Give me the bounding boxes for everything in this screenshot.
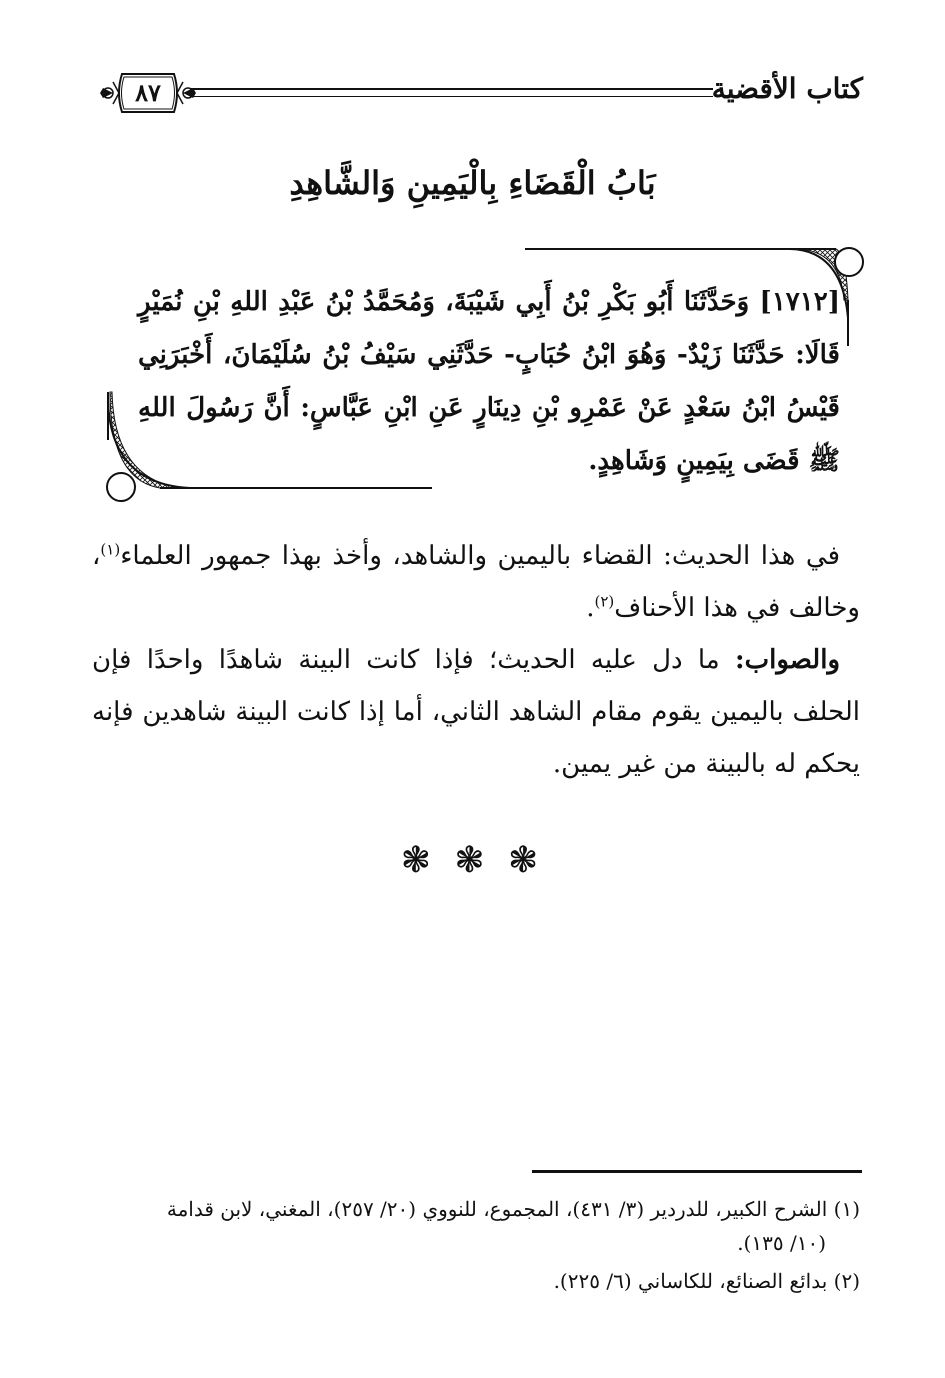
- paragraph-text: في هذا الحديث: القضاء باليمين والشاهد، وأخذ بهذا جمهور العلماء: [120, 541, 840, 571]
- footnote-rule: [532, 1170, 862, 1173]
- paragraph-text: ما دل عليه الحديث؛ فإذا كانت البينة شاهدًا واحدًا فإن الحلف باليمين يقوم مقام الشاهد الثاني، أما إذا كانت البينة شاهدين فإنه يحكم له بالبينة من غير يمين.: [92, 645, 860, 779]
- footnote-2: [92, 1264, 860, 1298]
- footnote-label: (٢): [833, 1269, 860, 1293]
- running-header-title: كتاب الأقضية: [711, 72, 863, 105]
- footnote-label: (١): [833, 1197, 860, 1221]
- footnote-text: الشرح الكبير، للدردير (٣/ ٤٣١)، المجموع، للنووي (٢٠/ ٢٥٧)، المغني، لابن قدامة: [166, 1197, 828, 1221]
- paragraph-text: .: [586, 593, 595, 623]
- commentary-body: [92, 530, 860, 790]
- footnote-text: بدائع الصنائع، للكاساني (٦/ ٢٢٥).: [553, 1269, 828, 1293]
- page-number: ٨٧: [135, 78, 161, 107]
- commentary-paragraph-2: [92, 634, 860, 790]
- section-separator-stars: ❃ ❃ ❃: [400, 840, 545, 881]
- footnote-ref-1: (١): [100, 540, 121, 559]
- footnote-ref-2: (٢): [594, 592, 615, 611]
- chapter-title: بَابُ الْقَضَاءِ بِالْيَمِينِ وَالشَّاهِدِ: [289, 164, 656, 202]
- footnote-continuation: (١٠/ ١٣٥).: [737, 1231, 826, 1255]
- footnotes: [92, 1192, 860, 1302]
- ruling-label: والصواب:: [735, 645, 840, 675]
- commentary-paragraph-1: [92, 530, 860, 634]
- paragraph-text: ، وخالف في هذا الأحناف: [92, 541, 860, 623]
- footnote-1: [92, 1192, 860, 1260]
- hadith-text: [١٧١٢] وَحَدَّثَنَا أَبُو بَكْرِ بْنُ أَبِي شَيْبَةَ، وَمُحَمَّدُ بْنُ عَبْدِ اللهِ بْنِ نُمَيْرٍ قَالَا: حَدَّثَنَا زَيْدٌ- وَهُوَ ابْنُ حُبَابٍ- حَدَّثَنِي سَيْفُ بْنُ سُلَيْمَانَ، أَخْبَرَنِي قَيْسُ ابْنُ سَعْدٍ عَنْ عَمْرِو بْنِ دِينَارٍ عَنِ ابْنِ عَبَّاسٍ: أَنَّ رَسُولَ اللهِ ﷺ قَضَى بِيَمِينٍ وَشَاهِدٍ.: [138, 287, 840, 476]
